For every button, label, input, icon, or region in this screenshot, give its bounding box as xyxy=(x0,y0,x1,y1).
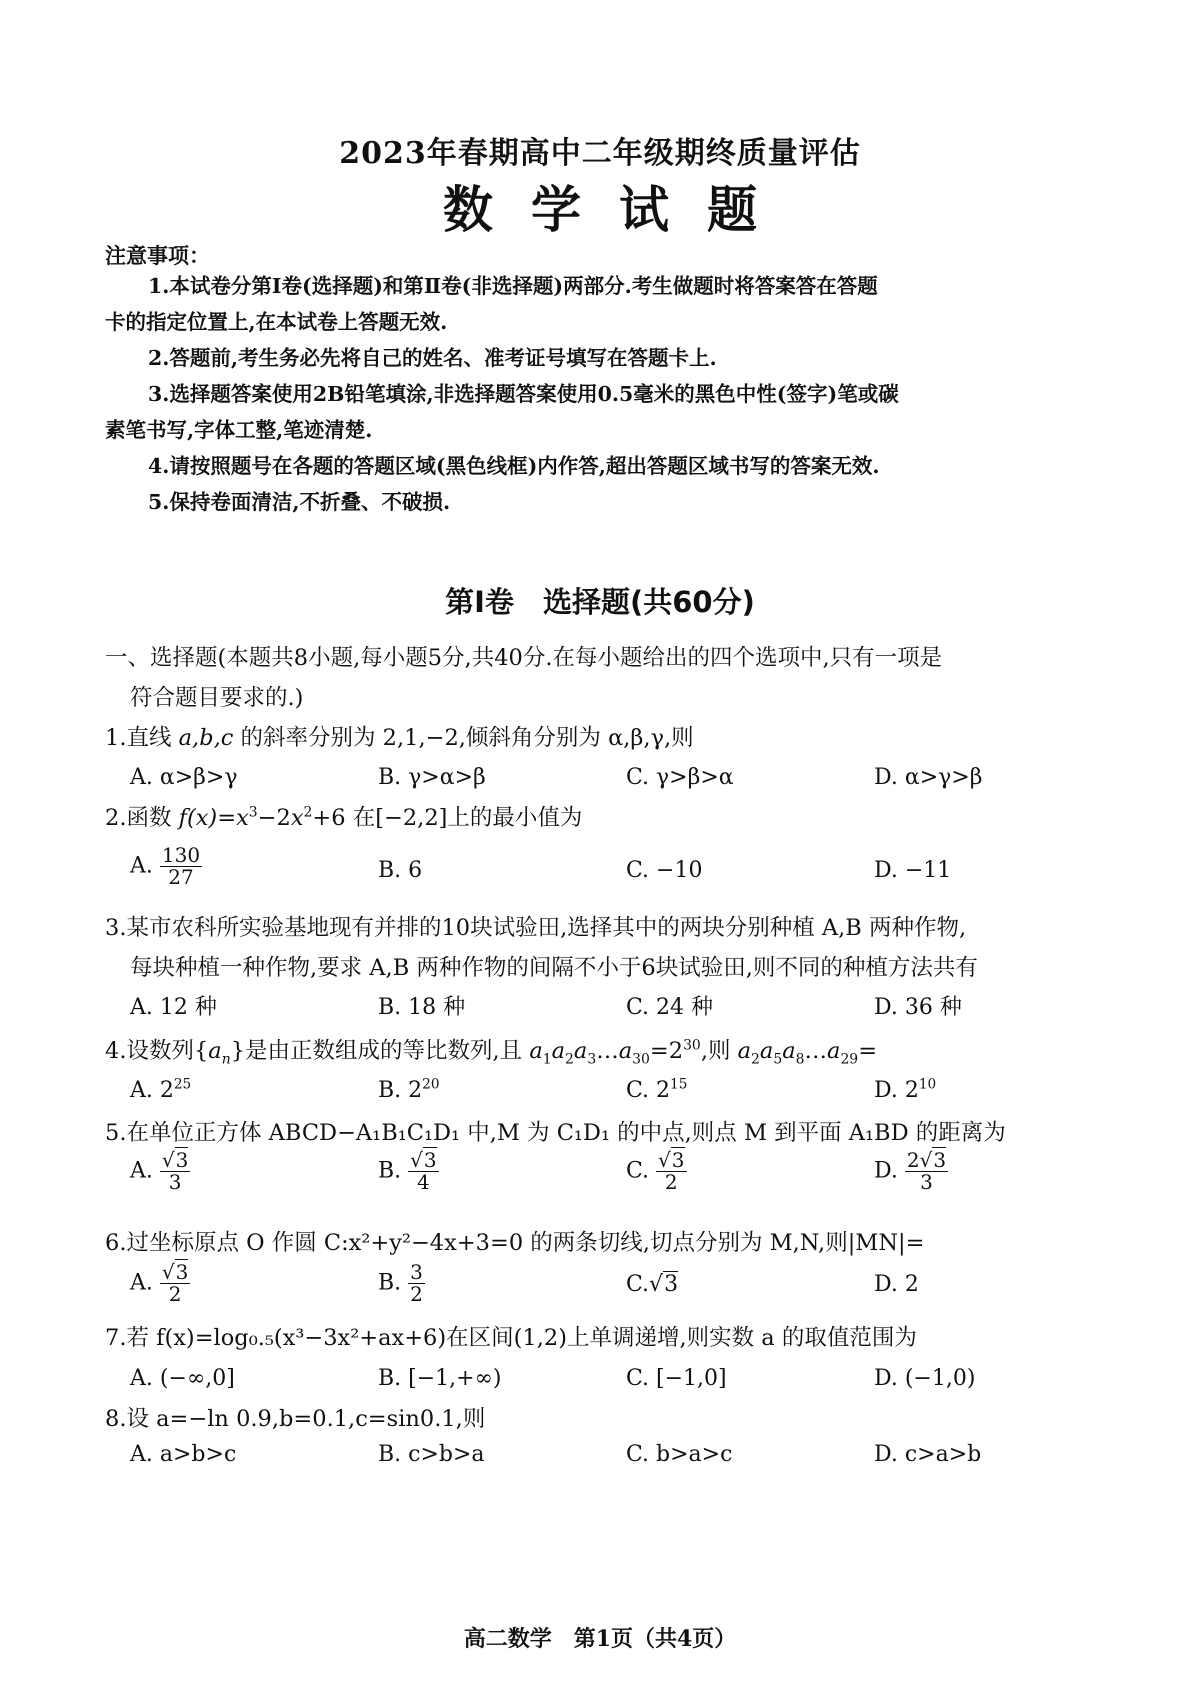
q4-seq: $a_n$ xyxy=(208,1038,231,1068)
section-intro-1: 一、选择题(本题共8小题,每小题5分,共40分.在每小题给出的四个选项中,只有一项是 xyxy=(105,645,943,671)
q4-d-base: D. 2 xyxy=(874,1078,919,1103)
q5-a-num: √3 xyxy=(161,1148,189,1172)
q6-b-label: B. xyxy=(378,1270,402,1296)
question-6-stem: 6.过坐标原点 O 作圆 C:x²+y²−4x+3=0 的两条切线,切点分别为 M,N,则|MN|= xyxy=(105,1230,925,1256)
q1-option-a: A. α>β>γ xyxy=(130,765,238,790)
q1-vars: a,b,c xyxy=(178,725,234,751)
q5-b-num: √3 xyxy=(410,1148,437,1172)
question-2-stem xyxy=(105,805,582,832)
q7-option-b: B. [−1,+∞) xyxy=(378,1366,502,1391)
q4-c-exp: 15 xyxy=(670,1076,688,1093)
q5-a-label: A. xyxy=(130,1158,153,1184)
q4-product: $a_1a_2a_3\dots a_{30}=2^{30}$ xyxy=(529,1037,701,1068)
q8-option-d: D. c>a>b xyxy=(874,1442,982,1467)
q2-a-num: 130 xyxy=(161,843,201,867)
q6-option-d: D. 2 xyxy=(874,1272,919,1297)
question-3-line-2: 每块种植一种作物,要求 A,B 两种作物的间隔不小于6块试验田,则不同的种植方法共有 xyxy=(130,955,978,981)
q5-b-den: 4 xyxy=(417,1170,430,1194)
q6-b-den: 2 xyxy=(410,1282,423,1306)
q1-stem-b: 的斜率分别为 2,1,−2,倾斜角分别为 α,β,γ,则 xyxy=(233,725,694,751)
q5-c-den: 2 xyxy=(664,1170,678,1194)
q5-c-fraction xyxy=(656,1150,686,1193)
q6-a-den: 2 xyxy=(168,1282,182,1306)
q5-d-den: 3 xyxy=(920,1170,933,1194)
q4-c-base: C. 2 xyxy=(626,1078,671,1103)
q6-option-c xyxy=(626,1272,678,1298)
question-8-stem: 8.设 a=−ln 0.9,b=0.1,c=sin0.1,则 xyxy=(105,1406,486,1432)
q1-option-b: B. γ>α>β xyxy=(378,765,486,790)
q4-b-base: B. 2 xyxy=(378,1078,423,1103)
section-intro-2: 符合题目要求的.) xyxy=(130,685,304,711)
q5-option-b xyxy=(378,1150,439,1193)
q5-c-num: √3 xyxy=(658,1148,685,1172)
q5-b-rad: 3 xyxy=(423,1148,437,1172)
q5-d-label: D. xyxy=(874,1158,898,1184)
section-title: 第Ⅰ卷 选择题(共60分) xyxy=(445,585,755,619)
q2-a-fraction xyxy=(160,845,202,888)
note-line-1: 1.本试卷分第Ⅰ卷(选择题)和第Ⅱ卷(非选择题)两部分.考生做题时将答案答在答题 xyxy=(148,274,878,298)
question-3-line-1: 3.某市农科所实验基地现有并排的10块试验田,选择其中的两块分别种植 A,B 两种作物, xyxy=(105,915,967,941)
q6-b-num: 3 xyxy=(410,1260,423,1284)
q4-query: $a_2a_5a_8\dots a_{29}=$ xyxy=(737,1038,878,1068)
note-line-4: 3.选择题答案使用2B铅笔填涂,非选择题答案使用0.5毫米的黑色中性(签字)笔或碳 xyxy=(148,382,899,406)
page-footer: 高二数学 第1页（共4页） xyxy=(463,1626,737,1652)
q6-c-label: C. xyxy=(626,1272,650,1297)
note-line-2: 卡的指定位置上,在本试卷上答题无效. xyxy=(105,310,448,334)
q4-option-a xyxy=(130,1078,191,1104)
exam-subtitle: 2023年春期高中二年级期终质量评估 xyxy=(339,136,861,171)
q1-option-d: D. α>γ>β xyxy=(874,765,983,790)
note-line-6: 4.请按照题号在各题的答题区域(黑色线框)内作答,超出答题区域书写的答案无效. xyxy=(148,454,880,478)
question-1-stem xyxy=(105,725,694,752)
q5-c-rad: 3 xyxy=(671,1148,685,1172)
q5-d-num: 2√3 xyxy=(906,1148,947,1172)
q6-c-sqrt: √3 xyxy=(649,1272,679,1297)
q6-a-num: √3 xyxy=(161,1260,189,1284)
q4-stem-b: }是由正数组成的等比数列,且 xyxy=(230,1038,530,1064)
q7-option-a: A. (−∞,0] xyxy=(130,1366,235,1391)
note-line-5: 素笔书写,字体工整,笔迹清楚. xyxy=(105,418,373,442)
q5-option-d xyxy=(874,1150,948,1193)
q8-option-c: C. b>a>c xyxy=(626,1442,733,1467)
question-5-stem: 5.在单位正方体 ABCD−A₁B₁C₁D₁ 中,M 为 C₁D₁ 的中点,则点 M 到平面 A₁BD 的距离为 xyxy=(105,1120,1006,1146)
q6-option-b xyxy=(378,1262,425,1305)
q2-option-a xyxy=(130,845,202,888)
note-line-7: 5.保持卷面清洁,不折叠、不破损. xyxy=(148,490,451,514)
q6-a-label: A. xyxy=(130,1270,153,1296)
q6-a-rad: 3 xyxy=(175,1260,189,1284)
q3-option-a: A. 12 种 xyxy=(130,995,217,1020)
q2-a-label: A. xyxy=(130,853,153,879)
q4-a-base: A. 2 xyxy=(130,1078,174,1103)
exam-title: 数学试题 xyxy=(443,180,795,239)
q8-option-b: B. c>b>a xyxy=(378,1442,485,1467)
question-4-stem xyxy=(105,1037,878,1068)
q7-option-c: C. [−1,0] xyxy=(626,1366,727,1391)
q4-d-exp: 10 xyxy=(918,1076,937,1093)
q3-option-b: B. 18 种 xyxy=(378,995,466,1020)
q4-a-exp: 25 xyxy=(173,1076,192,1093)
q4-option-c xyxy=(626,1078,687,1104)
notes-heading: 注意事项： xyxy=(105,244,210,268)
q5-a-fraction xyxy=(160,1150,190,1193)
q4-stem-a: 4.设数列{ xyxy=(105,1038,209,1064)
q2-stem-pre: 2.函数 xyxy=(105,805,179,831)
q4-stem-c: ,则 xyxy=(700,1038,738,1064)
q6-b-fraction xyxy=(408,1262,425,1305)
q4-option-d xyxy=(874,1078,936,1104)
q5-d-rad: 3 xyxy=(933,1148,947,1172)
q1-option-c: C. γ>β>α xyxy=(626,765,734,790)
q6-a-fraction xyxy=(160,1262,190,1305)
q5-b-label: B. xyxy=(378,1158,402,1184)
q2-option-d: D. −11 xyxy=(874,858,952,883)
q1-stem-a: 1.直线 xyxy=(105,725,179,751)
q4-b-exp: 20 xyxy=(422,1076,440,1093)
q5-d-coef: 2 xyxy=(906,1148,920,1172)
note-line-3: 2.答题前,考生务必先将自己的姓名、准考证号填写在答题卡上. xyxy=(148,346,717,370)
q2-fx: f(x) xyxy=(178,805,218,831)
q2-option-b: B. 6 xyxy=(378,858,423,883)
q2-a-den: 27 xyxy=(168,865,194,889)
q8-option-a: A. a>b>c xyxy=(130,1442,237,1467)
q6-option-a xyxy=(130,1262,190,1305)
q3-option-d: D. 36 种 xyxy=(874,995,962,1020)
q2-stem-post: 在[−2,2]上的最小值为 xyxy=(345,805,583,831)
q2-expr: $=x^3-2x^2+6$ xyxy=(217,804,346,831)
q2-option-c: C. −10 xyxy=(626,858,703,883)
question-7-stem: 7.若 f(x)=log₀.₅(x³−3x²+ax+6)在区间(1,2)上单调递增,则实数 a 的取值范围为 xyxy=(105,1325,917,1351)
q3-option-c: C. 24 种 xyxy=(626,995,714,1020)
q5-option-a xyxy=(130,1150,190,1193)
q5-b-fraction xyxy=(408,1150,438,1193)
q6-c-rad: 3 xyxy=(664,1272,679,1297)
q5-a-den: 3 xyxy=(168,1170,182,1194)
q5-option-c xyxy=(626,1150,687,1193)
q4-option-b xyxy=(378,1078,440,1104)
q5-a-rad: 3 xyxy=(175,1148,189,1172)
q5-d-fraction xyxy=(905,1150,948,1193)
q5-c-label: C. xyxy=(626,1158,650,1184)
q7-option-d: D. (−1,0) xyxy=(874,1366,976,1391)
